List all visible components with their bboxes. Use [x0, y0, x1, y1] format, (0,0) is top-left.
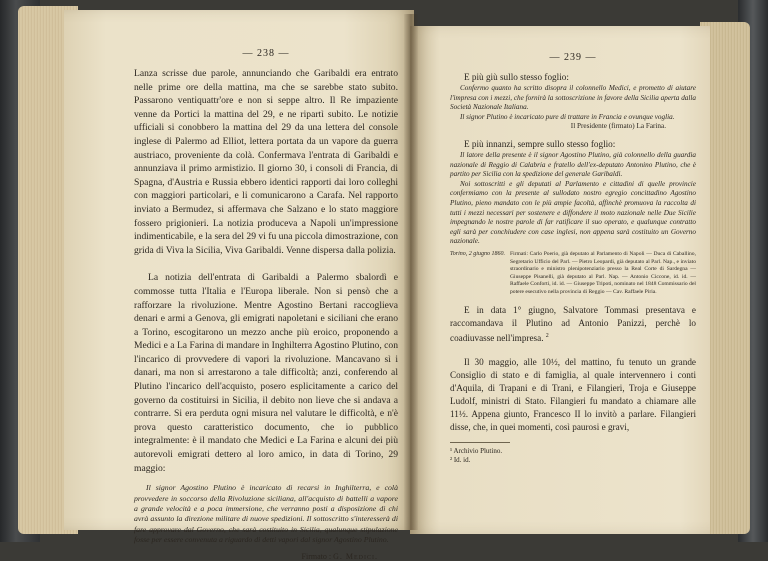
- left-paragraph-1: Lanza scrisse due parole, annunciando che Garibaldi era entrato nelle prime ore della mattina, ma che se sarebbe stato subito. Passarono ventiquattr'ore e non si seppe altro. Il Re impaziente venne da Portici la mattina del 29, e ne ripartì subito. Le notizie ufficiali si conobbero la mattina del 29 da una lettera del console inglese di Palermo ad Elliot, lettera portata da un vapore da guerra austriaco, proveniente da colà. Confermava l'entrata di Garibaldi e annunziava il primo armistizio. Il giorno 30, i consoli di Francia, di Spagna, d'Austria e Russia ebbero identici rapporti dai loro colleghi con maggiori particolari, e li comunicarono a Carafa. Nel rapporto inviato a Bermudez, si affermava che Salzano e lo stato maggiore fossero prigionieri. La notizia produceva a Napoli un'impressione indimenticabile, e la sera del 29 vi fu una piccola dimostrazione, con grida di Viva la Sicilia, Viva Garibaldi. Venne dispersa dalla polizia.: [134, 68, 399, 256]
- page-number-left: — 238 —: [242, 48, 290, 59]
- right-quote-3: Noi sottoscritti e gli deputati al Parlamento e cittadini di quelle provincie confermiamo con la presente al sullodato nostro egregio concittadino Agostino Plutino, pieno mandato con le più ampie facoltà, affinchè promuova la raccolta di tutti i mezzi necessari per sostenere e diffondere il moto nazionale nelle Due Sicilie impegnando le nostre parole di far ratificare il suo operato, e qualunque contratto egli sarà per conchiudere con case inglesi, non appena sarà costituito un Governo nazionale.: [450, 179, 696, 246]
- right-signers-block: [450, 251, 696, 297]
- book-gutter: [404, 14, 418, 530]
- signature-label: Firmato :: [301, 551, 332, 561]
- right-paragraph-2: Il 30 maggio, alle 10½, del mattino, fu tenuto un grande Consiglio di stato e di famiglia, al quale intervennero i conti d'Aquila, di Trapani e di Trani, e Filangieri, Troja e Giuseppe Ludolf, ministri di Stato. Filangieri fu mandato a chiamare alle 11½. Appena giunto, Francesco II lo invitò a parlare. Filangieri disse, che, in quei momenti, così paurosi e gravi,: [450, 356, 696, 432]
- right-page: [410, 26, 710, 534]
- footnote-rule: [450, 442, 510, 443]
- right-quote-1: Confermo quanto ha scritto disopra il colonnello Medici, e prometto di aiutare l'impresa con i mezzi, che fornirà la sottoscrizione in favore della Sicilia aperta dalla Società Nazionale Italiana.: [450, 84, 696, 112]
- right-paragraph-1-ref: 2: [545, 333, 549, 340]
- footnote-1: ¹ Archivio Plutino.: [450, 446, 503, 455]
- footnote-2: ² Id. id.: [450, 456, 471, 465]
- right-line-1: E più giù sullo stesso foglio:: [464, 72, 569, 82]
- left-page: [64, 10, 414, 561]
- left-paragraph-2: La notizia dell'entrata di Garibaldi a Palermo sbalordì e commosse tutta l'Italia e l'Europa liberale. Non si pensò che a rafforzare la rivoluzione. Mentre Agostino Bertani raccoglieva denari e armi a Genova, gli emigrati napoletani e siciliani che erano a Torino, escogitarono un mezzo anche più eroico, proponendo a Medici e a La Farina di mandare in Inghilterra Agostino Plutino, con l'incarico di provvedere di vapori la rivoluzione. Mancavano sì i danari, ma non si arrestarono a tale difficoltà; anzi, conferendo al Plutino l'incarico dell'acquisto, posero esplicitamente a carico del governo da costituirsi in Sicilia, il debito non lieve che si andava a contrarre. Si era perduta ogni misura nel valutare le difficoltà, e n'è prova questo caratteristico documento, che io pubblico integralmente: è il mandato che Medici e La Farina e alcuni dei più autorevoli emigrati dettero al loro amico, in data di Torino, 29 maggio:: [134, 272, 398, 474]
- right-signers-list: Firmati: Carlo Poerio, già deputato al Parlamento di Napoli — Duca di Caballino, Segretario Ufficio del Parl. — Pietro Leopardi, già deputato al Parl. Nap., e inviato straordinario e ministro plenipotenziario presso la Real Corte di Sardegna — Giuseppe Pisanelli, già deputato al Parl. Nap. — Antonio Ciccone, id. id. — Raffaele Conforti, id. id. — Giuseppe Tripoti, nominato nel 1848 Commissario del potere esecutivo nella provincia di Reggio — Cav. Raffaele Piria.: [510, 250, 696, 295]
- right-signature-1: Il Presidente (firmato) La Farina.: [570, 122, 666, 131]
- right-quote-2: Il latore della presente è il signor Agostino Plutino, già colonnello della guardia nazionale di Reggio di Calabria e fratello dell'ex-deputato Antonino Plutino, che è partito per Sicilia con la spedizione del generale Garibaldi.: [450, 150, 696, 179]
- right-quote-1b: Il signor Plutino è incaricato pure di trattare in Francia e ovunque voglia.: [460, 112, 675, 121]
- right-paragraph-1: [450, 304, 696, 345]
- signature-name: G. Medici.: [333, 551, 378, 561]
- right-paragraph-1-text: E in data 1° giugno, Salvatore Tommasi presentava e raccomandava il Plutino ad Antonio Panizzi, perchè lo coadiuvasse nell'impresa.: [450, 305, 696, 344]
- left-quote-mandate: Il signor Agostino Plutino è incaricato di recarsi in Inghilterra, e colà provvedere in soccorso della Rivoluzione siciliana, all'acquisto di battelli a vapore a grande velocità e a poca immersione, che verranno posti a disposizione di chi avrà assunto la direzione militare di nuove spedizioni. Il sottoscritto s'interesserà di fare approvare dal Governo, che sarà costituito in Sicilia, qualunque stipulazione fosse per essere convenuta a riguardo di detti vapori dal signor Agostino Plutino.: [134, 483, 398, 545]
- page-number-right: — 239 —: [549, 52, 597, 63]
- right-line-2: E più innanzi, sempre sullo stesso foglio:: [464, 138, 616, 149]
- left-signature: [134, 552, 398, 561]
- right-dateline: Torino, 2 giugno 1860.: [450, 250, 505, 257]
